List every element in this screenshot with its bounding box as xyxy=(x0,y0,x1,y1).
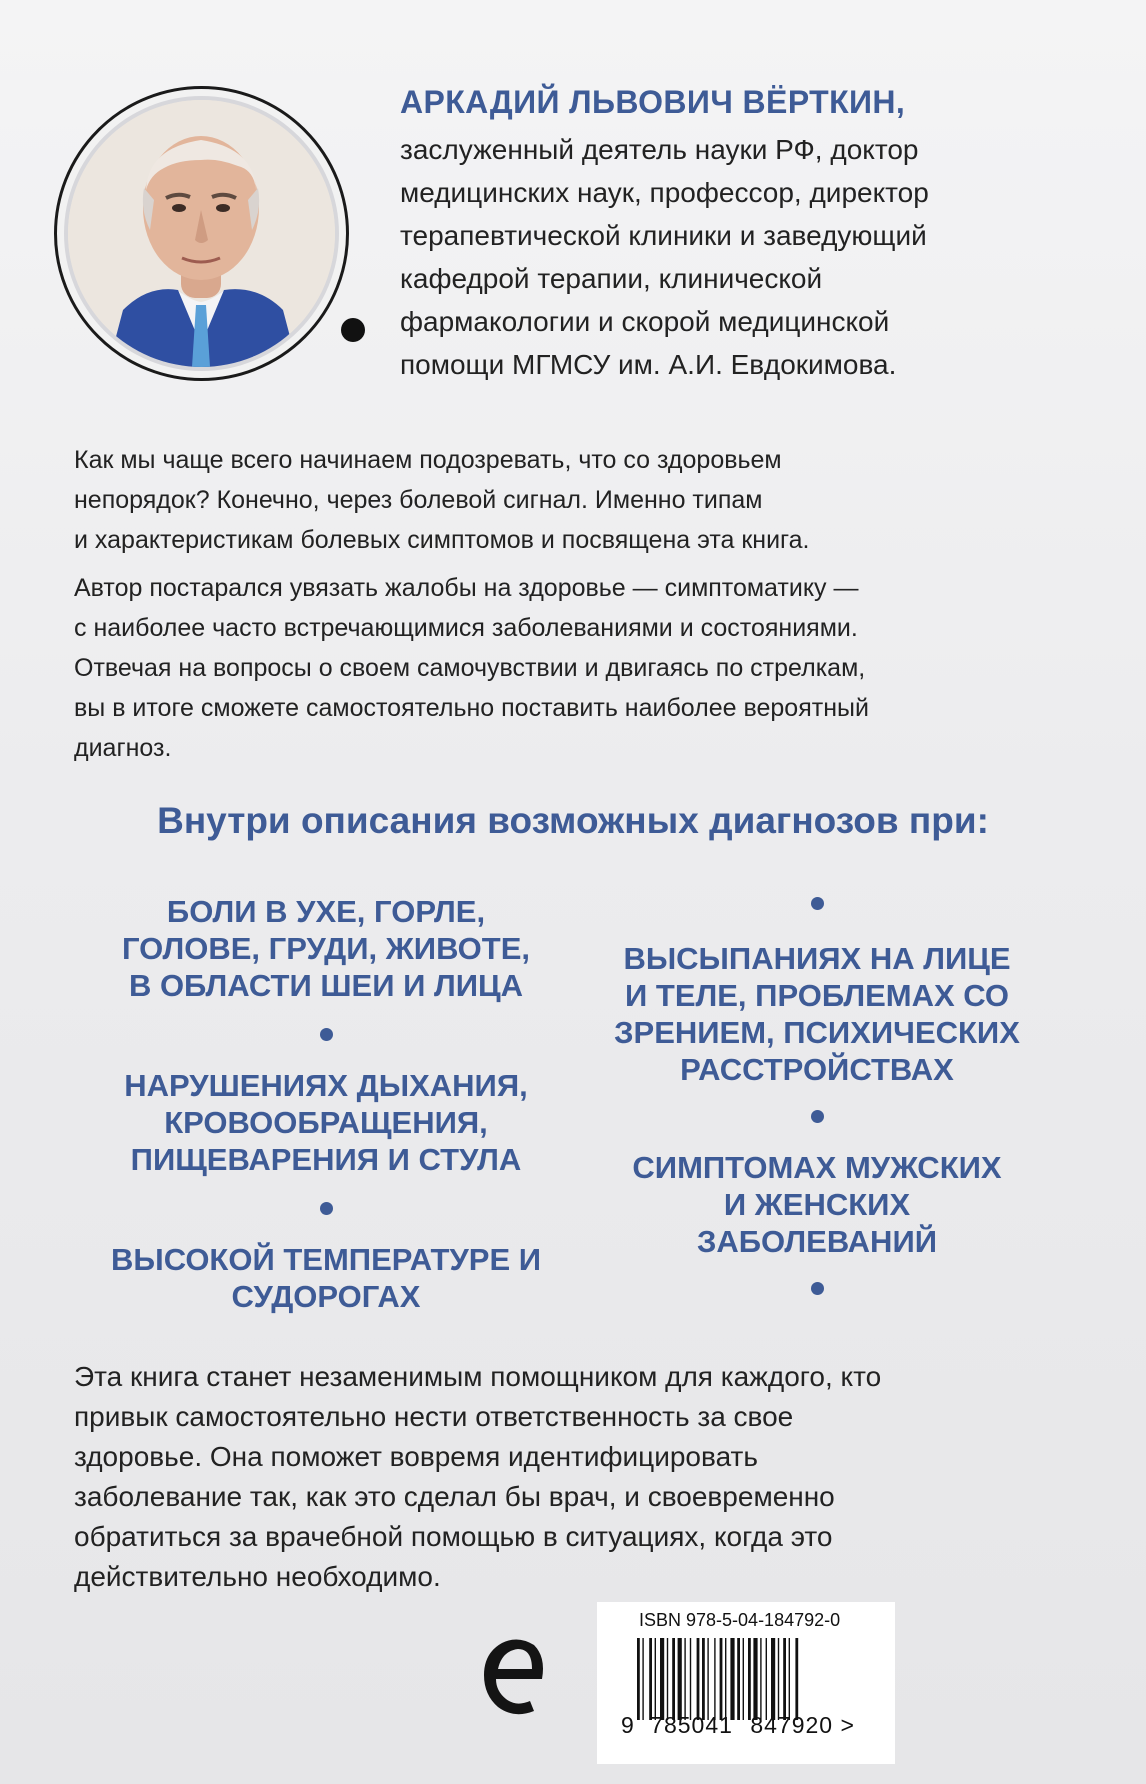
barcode-bar xyxy=(743,1638,744,1720)
author-bio-line: кафедрой терапии, клинической xyxy=(400,263,823,294)
intro-line: Отвечая на вопросы о своем самочувствии и двигаясь по стрелкам, xyxy=(74,654,866,682)
intro-line: Как мы чаще всего начинаем подозревать, что со здоровьем xyxy=(74,446,782,474)
topic-line: РАССТРОЙСТВАХ xyxy=(680,1052,954,1087)
topic-line: ВЫСЫПАНИЯХ НА ЛИЦЕ xyxy=(623,941,1011,976)
barcode-bar xyxy=(667,1638,668,1720)
inside-title: Внутри описания возможных диагнозов при: xyxy=(157,800,989,841)
topic-line: В ОБЛАСТИ ШЕИ И ЛИЦА xyxy=(128,968,524,1003)
author-bio-line: медицинских наук, профессор, директор xyxy=(400,177,929,208)
ring-dot xyxy=(341,318,365,342)
topic-line: И ТЕЛЕ, ПРОБЛЕМАХ СО xyxy=(625,978,1009,1013)
intro-line: непорядок? Конечно, через болевой сигнал. Именно типам xyxy=(74,486,763,514)
author-portrait-frame xyxy=(54,86,359,391)
topic-line: ВЫСОКОЙ ТЕМПЕРАТУРЕ И xyxy=(110,1242,542,1277)
author-bio xyxy=(400,128,1100,386)
barcode-bar xyxy=(748,1638,751,1720)
author-name: АРКАДИЙ ЛЬВОВИЧ ВЁРТКИН, xyxy=(400,84,906,120)
closing-line: обратиться за врачебной помощью в ситуациях, когда это xyxy=(74,1521,833,1552)
barcode-bar xyxy=(702,1638,705,1720)
barcode-bar xyxy=(760,1638,761,1720)
author-bio-line: фармакологии и скорой медицинской xyxy=(400,306,890,337)
topic-line: СИМПТОМАХ МУЖСКИХ xyxy=(632,1150,1002,1185)
intro-line: Автор постарался увязать жалобы на здоровье — симптоматику — xyxy=(74,574,859,602)
intro-line: вы в итоге сможете самостоятельно поставить наиболее вероятный xyxy=(74,694,869,722)
bullet-dot xyxy=(811,1110,824,1123)
intro-paragraph-1 xyxy=(74,440,1074,560)
barcode-group-2: 847920 xyxy=(750,1712,834,1738)
topic-line: ПИЩЕВАРЕНИЯ И СТУЛА xyxy=(130,1142,522,1177)
topic-gender-diseases xyxy=(582,1149,1052,1260)
author-info xyxy=(400,82,1100,386)
barcode-bar xyxy=(637,1638,640,1720)
barcode-bar xyxy=(778,1638,779,1720)
closing-line: заболевание так, как это сделал бы врач, и своевременно xyxy=(74,1481,835,1512)
intro-text xyxy=(74,440,1074,776)
closing-line: здоровье. Она поможет вовремя идентифицировать xyxy=(74,1441,758,1472)
topics-right-column xyxy=(582,893,1052,1321)
barcode-bar xyxy=(684,1638,685,1720)
barcode-bar xyxy=(725,1638,726,1720)
barcode-bar xyxy=(771,1638,775,1720)
publisher-logo-icon xyxy=(480,1635,552,1717)
bullet-dot xyxy=(811,897,824,910)
topic-line: ЗАБОЛЕВАНИЙ xyxy=(696,1224,938,1259)
barcode-bar xyxy=(672,1638,675,1720)
barcode-bar xyxy=(795,1638,798,1720)
topic-breathing xyxy=(91,1067,561,1178)
barcode-bar xyxy=(753,1638,757,1720)
topic-line: КРОВООБРАЩЕНИЯ, xyxy=(164,1105,488,1140)
closing-line: Эта книга станет незаменимым помощником для каждого, кто xyxy=(74,1361,882,1392)
author-portrait-image xyxy=(68,100,335,367)
barcode-bar xyxy=(642,1638,643,1720)
topic-fever xyxy=(91,1241,561,1315)
barcode-bar xyxy=(678,1638,682,1720)
closing-text xyxy=(74,1357,1074,1597)
intro-line: диагноз. xyxy=(74,734,172,762)
intro-line: с наиболее часто встречающимися заболеваниями и состояниями. xyxy=(74,614,858,642)
topic-rash xyxy=(582,940,1052,1088)
closing-line: действительно необходимо. xyxy=(74,1561,441,1592)
barcode-bar xyxy=(714,1638,715,1720)
author-bio-line: заслуженный деятель науки РФ, доктор xyxy=(400,134,919,165)
barcode-bar xyxy=(730,1638,734,1720)
barcode-bar xyxy=(655,1638,656,1720)
barcode-bar xyxy=(789,1638,790,1720)
barcode-end-mark: > xyxy=(840,1712,855,1738)
topic-pain xyxy=(91,893,561,1004)
topic-line: СУДОРОГАХ xyxy=(231,1279,421,1314)
topic-line: И ЖЕНСКИХ xyxy=(723,1187,911,1222)
barcode-bar xyxy=(707,1638,708,1720)
barcode-bar xyxy=(690,1638,691,1720)
bullet-dot xyxy=(320,1028,333,1041)
author-portrait xyxy=(68,100,335,367)
intro-paragraph-2 xyxy=(74,568,1074,768)
barcode-bar xyxy=(660,1638,664,1720)
bullet-dot xyxy=(811,1282,824,1295)
barcode-bar xyxy=(783,1638,786,1720)
topic-line: ЗРЕНИЕМ, ПСИХИЧЕСКИХ xyxy=(614,1015,1020,1050)
isbn-label: ISBN 978-5-04-184792-0 xyxy=(639,1610,841,1630)
barcode-group-1: 785041 xyxy=(650,1712,733,1738)
barcode-bar xyxy=(720,1638,723,1720)
topics-left-column xyxy=(91,893,561,1315)
author-bio-line: терапевтической клиники и заведующий xyxy=(400,220,927,251)
barcode-bar xyxy=(766,1638,767,1720)
topic-line: НАРУШЕНИЯХ ДЫХАНИЯ, xyxy=(124,1068,528,1103)
topic-line: ГОЛОВЕ, ГРУДИ, ЖИВОТЕ, xyxy=(121,931,531,966)
barcode-bar xyxy=(649,1638,652,1720)
closing-line: привык самостоятельно нести ответственность за свое xyxy=(74,1401,794,1432)
barcode-digits xyxy=(621,1712,855,1739)
author-bio-line: помощи МГМСУ им. А.И. Евдокимова. xyxy=(400,349,897,380)
barcode-block xyxy=(597,1602,895,1764)
barcode-first-digit: 9 xyxy=(621,1712,635,1738)
intro-line: и характеристикам болевых симптомов и посвящена эта книга. xyxy=(74,526,810,554)
bullet-dot xyxy=(320,1202,333,1215)
topic-line: БОЛИ В УХЕ, ГОРЛЕ, xyxy=(166,894,486,929)
barcode-bar xyxy=(697,1638,700,1720)
barcode-bar xyxy=(737,1638,740,1720)
